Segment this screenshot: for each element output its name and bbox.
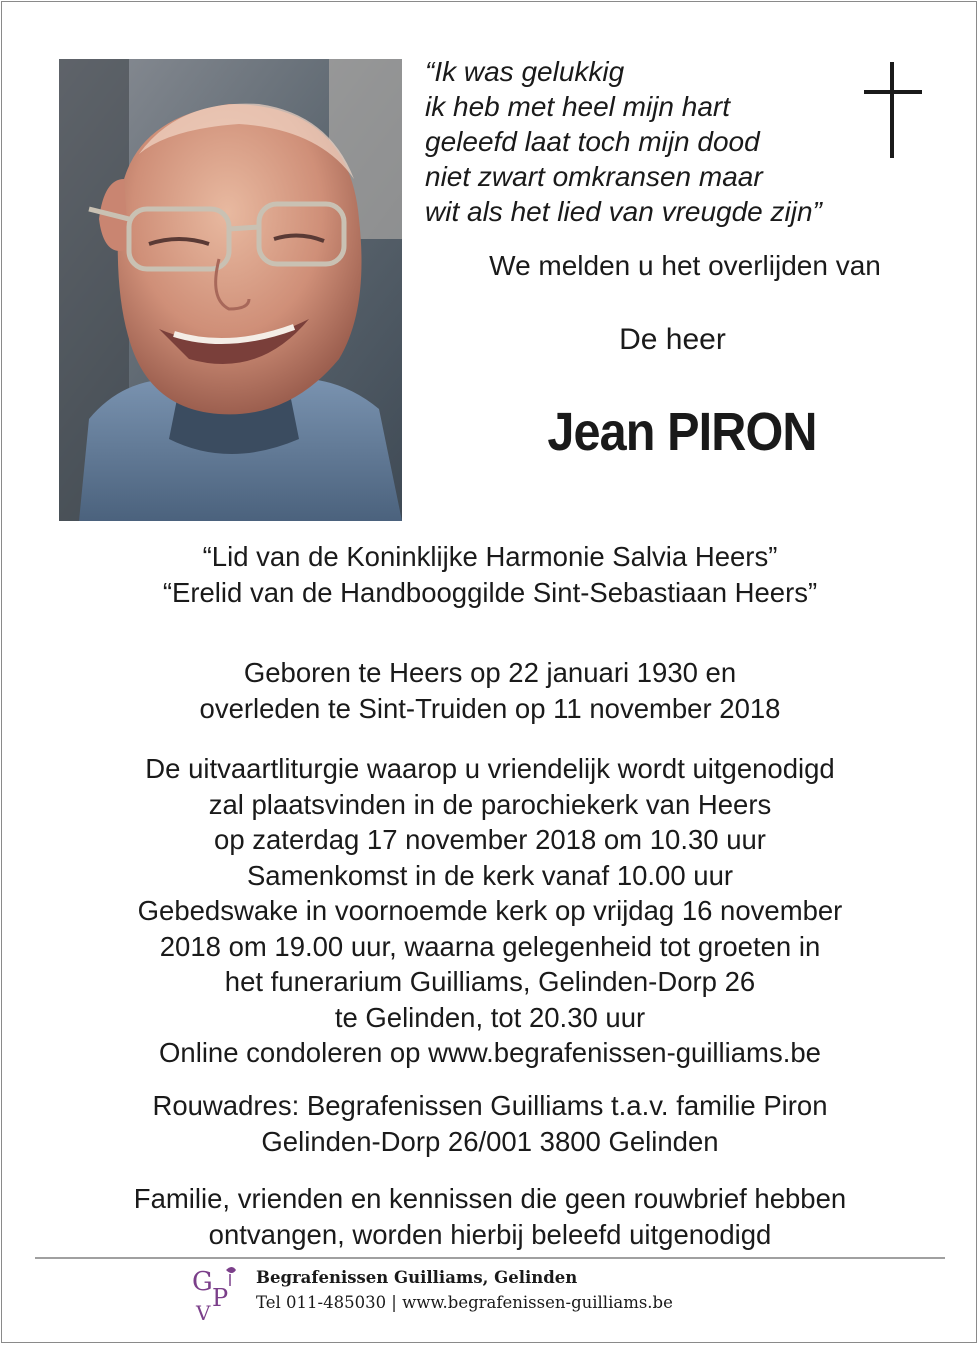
ceremony-line: 2018 om 19.00 uur, waarna gelegenheid tot groeten in xyxy=(159,930,821,962)
footer-company: Begrafenissen Guilliams, Gelinden xyxy=(256,1268,578,1287)
condolence-link-line[interactable]: Online condoleren op www.begrafenissen-guilliams.be xyxy=(159,1037,821,1068)
address-line: Rouwadres: Begrafenissen Guilliams t.a.v. familie Piron xyxy=(152,1090,828,1121)
poem xyxy=(425,54,855,229)
membership-line: “Erelid van de Handbooggilde Sint-Sebastiaan Heers” xyxy=(162,576,818,608)
footer-contact[interactable]: Tel 011-485030 | www.begrafenissen-guilliams.be xyxy=(256,1293,673,1312)
poem-line: geleefd laat toch mijn dood xyxy=(425,126,760,157)
ceremony-line: De uitvaartliturgie waarop u vriendelijk wordt uitgenodigd xyxy=(145,753,835,784)
poem-line: ik heb met heel mijn hart xyxy=(425,91,731,122)
address-line: Gelinden-Dorp 26/001 3800 Gelinden xyxy=(261,1125,719,1157)
ceremony-line: op zaterdag 17 november 2018 om 10.30 uur xyxy=(214,824,766,855)
honorific: De heer xyxy=(619,323,726,356)
ceremony-line: het funerarium Guilliams, Gelinden-Dorp 26 xyxy=(224,966,756,997)
ceremony-line: te Gelinden, tot 20.30 uur xyxy=(334,1001,646,1033)
svg-text:G: G xyxy=(192,1267,213,1297)
cross-icon xyxy=(864,62,922,165)
ceremony-line: Gebedswake in voornoemde kerk op vrijdag 16 november xyxy=(137,895,843,926)
poem-line: niet zwart omkransen maar xyxy=(425,161,763,192)
closing-note xyxy=(20,1181,960,1252)
mourning-address xyxy=(20,1088,960,1159)
portrait-photo xyxy=(59,59,402,521)
ceremony-line: zal plaatsvinden in de parochiekerk van Heers xyxy=(208,788,772,820)
life-date-line: Geboren te Heers op 22 januari 1930 en xyxy=(243,657,737,688)
closing-line: Familie, vrienden en kennissen die geen rouwbrief hebben xyxy=(133,1183,847,1214)
membership-line: “Lid van de Koninklijke Harmonie Salvia Heers” xyxy=(202,541,778,572)
guilliams-logo xyxy=(190,1264,246,1327)
ceremony-line: Samenkomst in de kerk vanaf 10.00 uur xyxy=(246,859,734,891)
deceased-name: Jean PIRON xyxy=(547,402,817,462)
svg-text:P: P xyxy=(212,1284,229,1312)
footer-divider xyxy=(35,1257,945,1259)
life-dates xyxy=(20,655,960,726)
poem-line: wit als het lied van vreugde zijn” xyxy=(425,196,822,227)
ceremony-details xyxy=(20,751,960,1071)
poem-line: “Ik was gelukkig xyxy=(425,56,625,87)
memberships xyxy=(20,539,960,610)
announcement: We melden u het overlijden van xyxy=(489,250,881,281)
svg-text:V: V xyxy=(196,1301,211,1322)
life-date-line: overleden te Sint-Truiden op 11 november 2018 xyxy=(199,692,781,724)
closing-line: ontvangen, worden hierbij beleefd uitgenodigd xyxy=(208,1218,772,1250)
